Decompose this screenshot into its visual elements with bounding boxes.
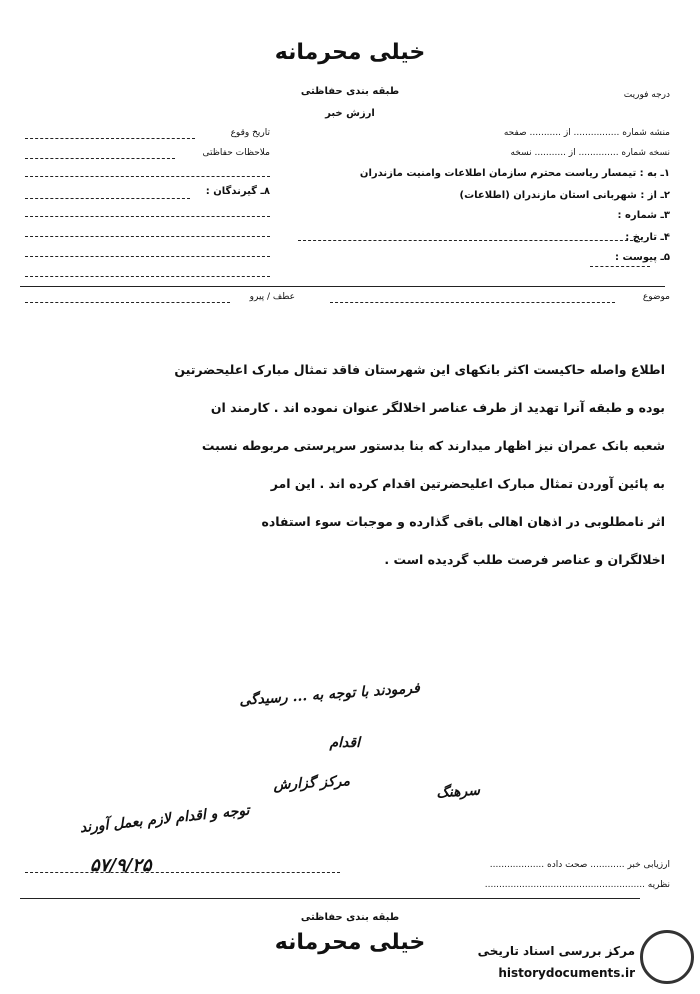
- dotted-line: [590, 266, 650, 267]
- handwritten-date: ۵۷/۹/۲۵: [90, 855, 152, 876]
- dotted-line: [25, 138, 195, 139]
- archive-logo-icon: [640, 930, 694, 984]
- dotted-line: [25, 158, 175, 159]
- dotted-line: [25, 216, 270, 217]
- classification-level-label-bottom: طبقه بندی حفاظتی: [300, 912, 400, 923]
- dotted-line: [25, 256, 270, 257]
- copy-number: نسخه شماره .............. از ........... نسخه: [510, 148, 670, 158]
- recipients-label: ۸ـ گیرندگان :: [205, 186, 270, 197]
- divider: [20, 286, 665, 287]
- attachment-label: عطف / پیرو: [249, 292, 295, 302]
- dotted-line: [25, 872, 340, 873]
- meta-item-attachment: ۵ـ پیوست :: [614, 252, 670, 263]
- handwritten-note: فرمودند با توجه به ... رسیدگی: [238, 680, 421, 709]
- meta-item-number: ۳ـ شماره :: [617, 210, 670, 221]
- notes-label: ملاحظات حفاظتی: [202, 148, 270, 158]
- news-rank: ارزش خبر: [325, 108, 375, 119]
- source-number: منشه شماره ................ از ........... صفحه: [503, 128, 670, 138]
- dotted-line: [25, 302, 230, 303]
- evaluation-label: ارزیابی خبر ............ صحت داده ...................: [489, 860, 670, 870]
- comment-label: نظریه ........................................................: [484, 880, 670, 890]
- handwritten-note: اقدام: [329, 735, 360, 751]
- date-label: تاریخ وقوع: [230, 128, 270, 138]
- body-line: شعبه بانک عمران نیز اظهار میدارند که بنا بدستور سرپرستی مربوطه نسبت: [201, 438, 665, 453]
- handwritten-note: توجه و اقدام لازم بعمل آورند: [79, 802, 251, 837]
- meta-item-from: ۲ـ از : شهربانی استان مازندران (اطلاعات): [459, 190, 670, 201]
- body-line: اطلاع واصله حاکیست اکثر بانکهای این شهرستان فاقد تمثال مبارک اعلیحضرتین: [174, 362, 665, 377]
- subject-label: موضوع: [642, 292, 670, 302]
- watermark-url: historydocuments.ir: [498, 966, 635, 980]
- dotted-line: [25, 198, 190, 199]
- handwritten-signature: سرهنگ: [435, 782, 481, 802]
- divider: [20, 898, 640, 899]
- body-line: به پائین آوردن تمثال مبارک اعلیحضرتین اقدام کرده اند . این امر: [270, 476, 665, 491]
- dotted-line: [25, 236, 270, 237]
- priority-label: درجه فوریت: [623, 90, 670, 100]
- meta-item-date: ۴ـ تاریخ :: [625, 232, 670, 243]
- body-line: اثر نامطلوبی در اذهان اهالی باقی گذارده و موجبات سوء استفاده: [261, 514, 665, 529]
- dotted-line: [330, 302, 615, 303]
- classification-top: خیلی محرمانه: [274, 40, 426, 65]
- classification-bottom: خیلی محرمانه: [274, 930, 426, 955]
- classification-level-label: طبقه بندی حفاظتی: [300, 86, 400, 97]
- meta-item-to: ۱ـ به : تیمسار ریاست محترم سازمان اطلاعات وامنیت مازندران: [359, 168, 670, 179]
- handwritten-note: مرکز گزارش: [272, 773, 351, 794]
- body-line: بوده و طبقه آنرا تهدید از طرف عناصر اخلالگر عنوان نموده اند . کارمند ان: [210, 400, 665, 415]
- dotted-line: [25, 276, 270, 277]
- dotted-line: [25, 176, 270, 177]
- date-dotted-line: [298, 240, 638, 241]
- watermark-title: مرکز بررسی اسناد تاریخی: [477, 944, 635, 958]
- body-line: اخلالگران و عناصر فرصت طلب گردیده است .: [384, 552, 665, 567]
